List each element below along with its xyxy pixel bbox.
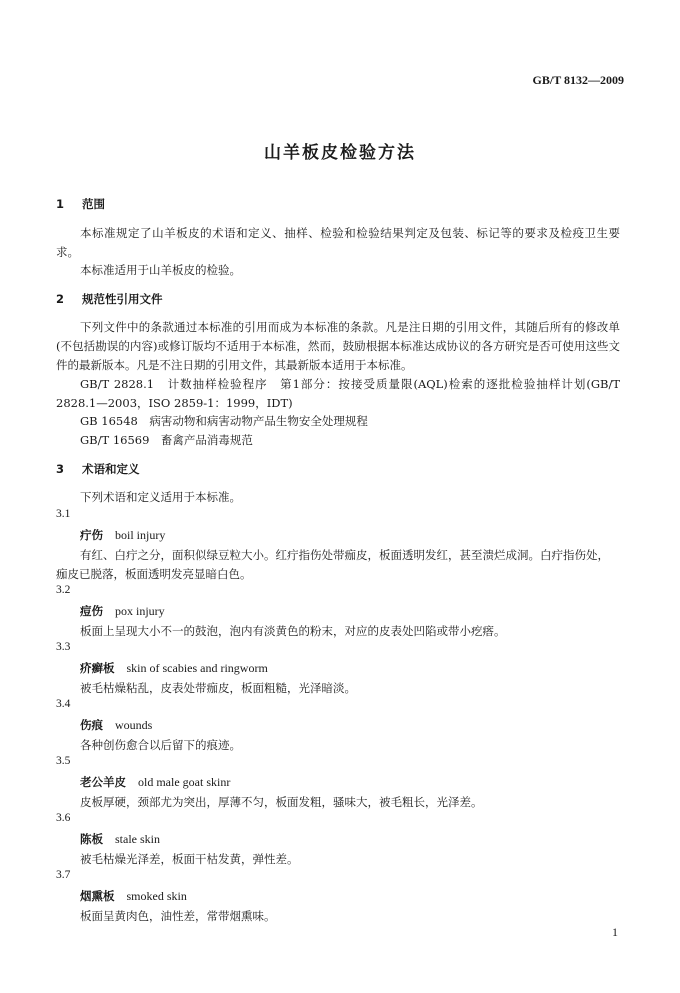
term-number: 3.5 xyxy=(56,755,71,767)
term-heading xyxy=(80,831,160,847)
term-en: skin of scabies and ringworm xyxy=(126,661,268,675)
term-definition: 板面上呈现大小不一的鼓泡，泡内有淡黄色的粉末，对应的皮表处凹陷或带小疙瘩。 xyxy=(80,624,506,638)
reference-item: GB/T 16569 畜禽产品消毒规范 xyxy=(80,433,253,447)
section-1-heading xyxy=(56,196,105,212)
term-en: wounds xyxy=(115,718,153,732)
term-en: smoked skin xyxy=(126,889,187,903)
section-2-heading xyxy=(56,291,163,307)
section-title: 术语和定义 xyxy=(82,462,140,476)
section-3-heading xyxy=(56,461,140,477)
term-definition: 被毛枯燥粘乱，皮表处带痂皮，板面粗糙，光泽暗淡。 xyxy=(80,681,356,695)
term-definition: 有红、白疔之分，面积似绿豆粒大小。红疔指伤处带痂皮，板面透明发红，甚至溃烂成洞。白疔指伤处，痂皮已脱落，板面透明发亮显暗白色。 xyxy=(56,548,609,581)
reference-item: GB/T 2828.1 计数抽样检验程序 第1部分：按接受质量限(AQL)检索的逐批检验抽样计划(GB/T 2828.1—2003，ISO 2859-1：1999，IDT) xyxy=(56,377,620,410)
term-number: 3.6 xyxy=(56,812,71,824)
term-definition: 被毛枯燥光泽差，板面干枯发黄，弹性差。 xyxy=(80,852,299,866)
standard-number: GB/T 8132—2009 xyxy=(532,73,624,87)
section-number: 2 xyxy=(56,292,65,306)
term-zh: 老公羊皮 xyxy=(80,775,126,789)
term-number: 3.1 xyxy=(56,508,71,520)
term-definition: 板面呈黄肉色，油性差，常带烟熏味。 xyxy=(80,909,276,923)
section-number: 3 xyxy=(56,462,65,476)
section-number: 1 xyxy=(56,197,65,211)
term-definition: 皮板厚硬，颈部尤为突出，厚薄不匀，板面发粗，骚味大，被毛粗长，光泽差。 xyxy=(80,795,483,809)
term-heading xyxy=(80,660,268,676)
term-heading xyxy=(80,603,165,619)
paragraph: 下列术语和定义适用于本标准。 xyxy=(80,490,241,504)
term-heading xyxy=(80,527,165,543)
term-number: 3.7 xyxy=(56,869,71,881)
term-en: old male goat skinr xyxy=(138,775,231,789)
term-heading xyxy=(80,888,187,904)
term-zh: 痘伤 xyxy=(80,604,103,618)
term-number: 3.3 xyxy=(56,641,71,653)
page-number: 1 xyxy=(612,925,618,939)
page-title: 山羊板皮检验方法 xyxy=(264,143,416,163)
term-heading xyxy=(80,774,230,790)
paragraph: 下列文件中的条款通过本标准的引用而成为本标准的条款。凡是注日期的引用文件，其随后所有的修改单(不包括勘误的内容)或修订版均不适用于本标准，然而，鼓励根据本标准达成协议的各方研究是否可使用这些文件的最新版本。凡是不注日期的引用文件，其最新版本适用于本标准。 xyxy=(56,320,620,372)
paragraph: 本标准规定了山羊板皮的术语和定义、抽样、检验和检验结果判定及包装、标记等的要求及检疫卫生要求。 xyxy=(56,226,620,259)
term-zh: 陈板 xyxy=(80,832,103,846)
term-number: 3.4 xyxy=(56,698,71,710)
term-en: stale skin xyxy=(115,832,160,846)
term-zh: 伤痕 xyxy=(80,718,103,732)
term-en: boil injury xyxy=(115,528,166,542)
paragraph: 本标准适用于山羊板皮的检验。 xyxy=(80,263,241,277)
term-heading xyxy=(80,717,152,733)
term-zh: 疔伤 xyxy=(80,528,103,542)
term-zh: 疥癣板 xyxy=(80,661,115,675)
term-number: 3.2 xyxy=(56,584,71,596)
term-definition: 各种创伤愈合以后留下的痕迹。 xyxy=(80,738,241,752)
section-title: 规范性引用文件 xyxy=(82,292,163,306)
reference-item: GB 16548 病害动物和病害动物产品生物安全处理规程 xyxy=(80,414,368,428)
term-zh: 烟熏板 xyxy=(80,889,115,903)
term-en: pox injury xyxy=(115,604,165,618)
section-title: 范围 xyxy=(82,197,105,211)
